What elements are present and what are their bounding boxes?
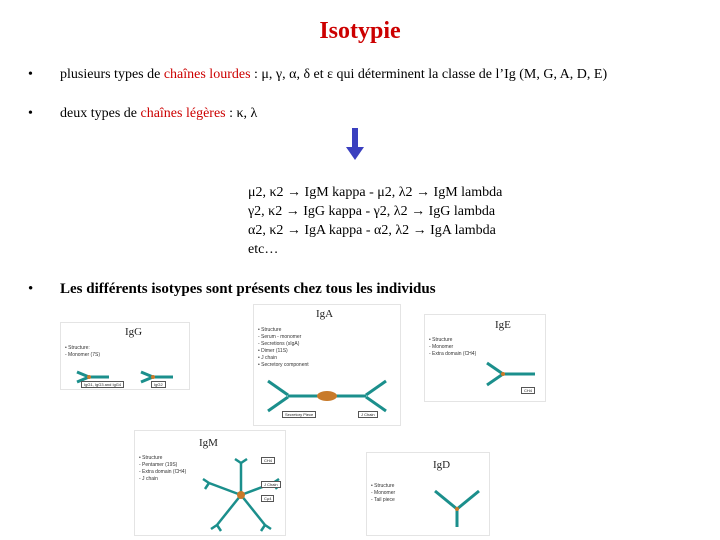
iga-legend: • Structure - Serum - monomer - Secretions (sIgA) • Dimer (11S) • J chain • Secretory component [258,327,309,368]
bullet-symbol: • [28,106,33,121]
bullet-text-pre: plusieurs types de [60,67,164,82]
formula-line: etc… [248,242,279,257]
igm-cmu4-label: Cμ4 [261,495,274,502]
igg-title: IgG [125,326,143,338]
igg1-label: IgG1, IgG3 and IgG4 [81,381,124,388]
igg-legend: • Structure: - Monomer (7S) [65,345,101,358]
ige-diagram [424,314,546,402]
isotype-combinations [248,183,502,259]
igm-ch4-label: CH4 [261,457,275,464]
bullet-text: Les différents isotypes sont présents chez tous les individus [60,281,436,297]
igg2-label: IgG2 [151,381,166,388]
iga-secretory-label: Secretory Piece [282,411,316,418]
ige-legend: • Structure - Monomer - Extra domain (CH4) [429,337,477,357]
igm-legend: • Structure - Pentamer (19S) - Extra domain (CH4) - J chain [139,455,187,482]
heavy-chains-highlight: chaînes lourdes [163,67,251,82]
igd-diagram [366,452,490,536]
bullet-heavy-chains [28,67,607,83]
bullet-isotypes-present [28,281,436,298]
formula-line: α2, κ2 → IgA kappa - α2, λ2 → IgA lambda [248,223,496,238]
ige-ch4-label: CH4 [521,387,535,394]
bullet-light-chains [28,106,257,122]
light-chains-highlight: chaînes légères [140,106,226,121]
igm-title: IgM [199,437,218,449]
formula-line: μ2, κ2 → IgM kappa - μ2, λ2 → IgM lambda [248,185,503,200]
bullet-text-post: : κ, λ [225,106,258,121]
iga-title: IgA [316,308,334,320]
igm-jchain-label: J Chain [261,481,281,488]
ige-title: IgE [495,319,511,331]
igd-legend: • Structure - Monomer - Tail piece [371,483,396,503]
igd-title: IgD [433,459,451,471]
igm-diagram [134,430,286,536]
bullet-text-post: : μ, γ, α, δ et ε qui déterminent la classe de l’Ig (M, G, A, D, E) [250,67,608,82]
page-title: Isotypie [319,18,401,44]
iga-jchain-label: J Chain [358,411,378,418]
bullet-symbol: • [28,281,34,297]
igg-diagram [60,322,190,390]
ige-antibody-icon [485,359,539,389]
igd-antibody-icon [431,487,483,529]
down-arrow-icon [345,128,365,160]
bullet-text-pre: deux types de [60,106,141,121]
formula-line: γ2, κ2 → IgG kappa - γ2, λ2 → IgG lambda [248,204,496,219]
bullet-symbol: • [28,67,33,82]
iga-diagram [253,304,401,426]
